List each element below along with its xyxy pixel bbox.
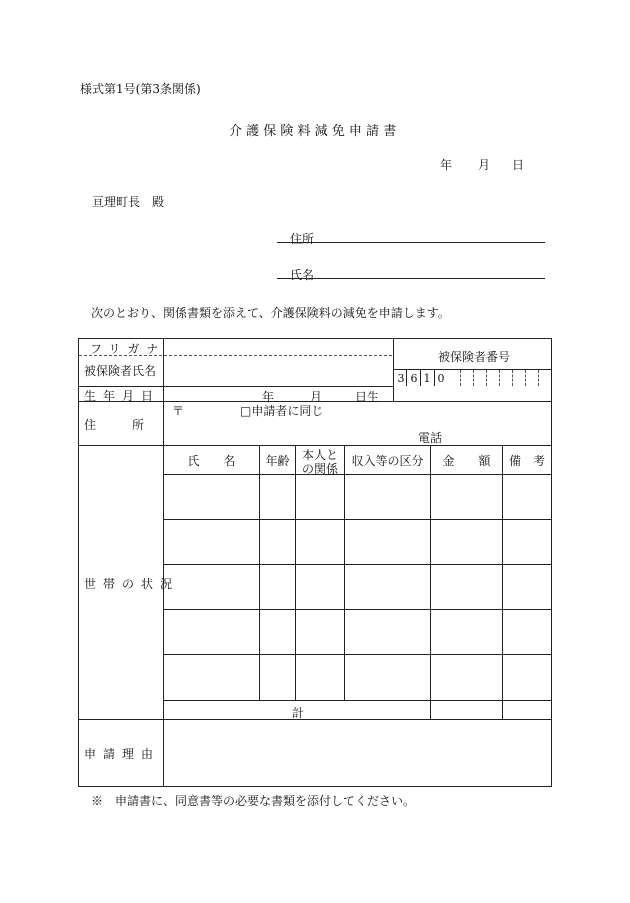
household-label: 世帯の状況 xyxy=(84,577,180,591)
date-year-label: 年 xyxy=(440,158,453,172)
date-month-label: 月 xyxy=(478,158,491,172)
insured-number-digit-1: 3 xyxy=(397,372,405,385)
reason-input[interactable] xyxy=(164,720,551,786)
furigana-label: フリガナ xyxy=(90,342,166,356)
address-label: 住所 xyxy=(84,418,181,432)
birth-month-label: 月 xyxy=(310,390,323,404)
phone-label: 電話 xyxy=(418,431,443,445)
birthdate-label: 生年月日 xyxy=(84,389,161,403)
postal-mark: 〒 xyxy=(172,404,185,418)
header-relation-line1: 本人と xyxy=(302,448,339,462)
birth-year-label: 年 xyxy=(262,390,275,404)
footnote: ※ 申請書に、同意書等の必要な書類を添付してください。 xyxy=(91,794,416,808)
applicant-address-field[interactable] xyxy=(277,228,545,243)
insured-number-digit-4: 0 xyxy=(437,372,445,385)
same-as-applicant-checkbox[interactable]: □申請者に同じ xyxy=(240,404,324,418)
date-day-label: 日 xyxy=(512,158,525,172)
addressee: 亘理町長 殿 xyxy=(92,195,165,209)
insured-number-input[interactable] xyxy=(448,370,551,386)
header-remarks: 備 考 xyxy=(508,453,545,468)
header-relation-line2: の関係 xyxy=(302,462,339,476)
applicant-address-label: 住所 xyxy=(290,232,315,246)
total-label: 計 xyxy=(292,706,305,720)
insured-number-label: 被保険者番号 xyxy=(438,350,511,364)
insured-name-input[interactable] xyxy=(164,356,392,386)
form-number: 様式第1号(第3条関係) xyxy=(80,82,201,96)
insured-number-digit-3: 1 xyxy=(423,372,431,385)
birth-day-label: 日生 xyxy=(355,390,380,404)
document-title: 介 護 保 険 料 減 免 申 請 書 xyxy=(229,124,397,139)
applicant-name-label: 氏名 xyxy=(290,268,315,282)
intro-text: 次のとおり、関係書類を添えて、介護保険料の減免を申請します。 xyxy=(91,306,450,320)
applicant-name-field[interactable] xyxy=(277,264,545,279)
header-age: 年齢 xyxy=(265,453,290,468)
furigana-input[interactable] xyxy=(164,339,392,355)
insured-name-label: 被保険者氏名 xyxy=(84,364,157,378)
header-income: 収入等の区分 xyxy=(351,453,424,468)
header-amount: 金 額 xyxy=(442,453,491,468)
header-name: 氏 名 xyxy=(187,453,236,468)
insured-number-digit-2: 6 xyxy=(410,372,418,385)
reason-label: 申請理由 xyxy=(84,747,161,761)
